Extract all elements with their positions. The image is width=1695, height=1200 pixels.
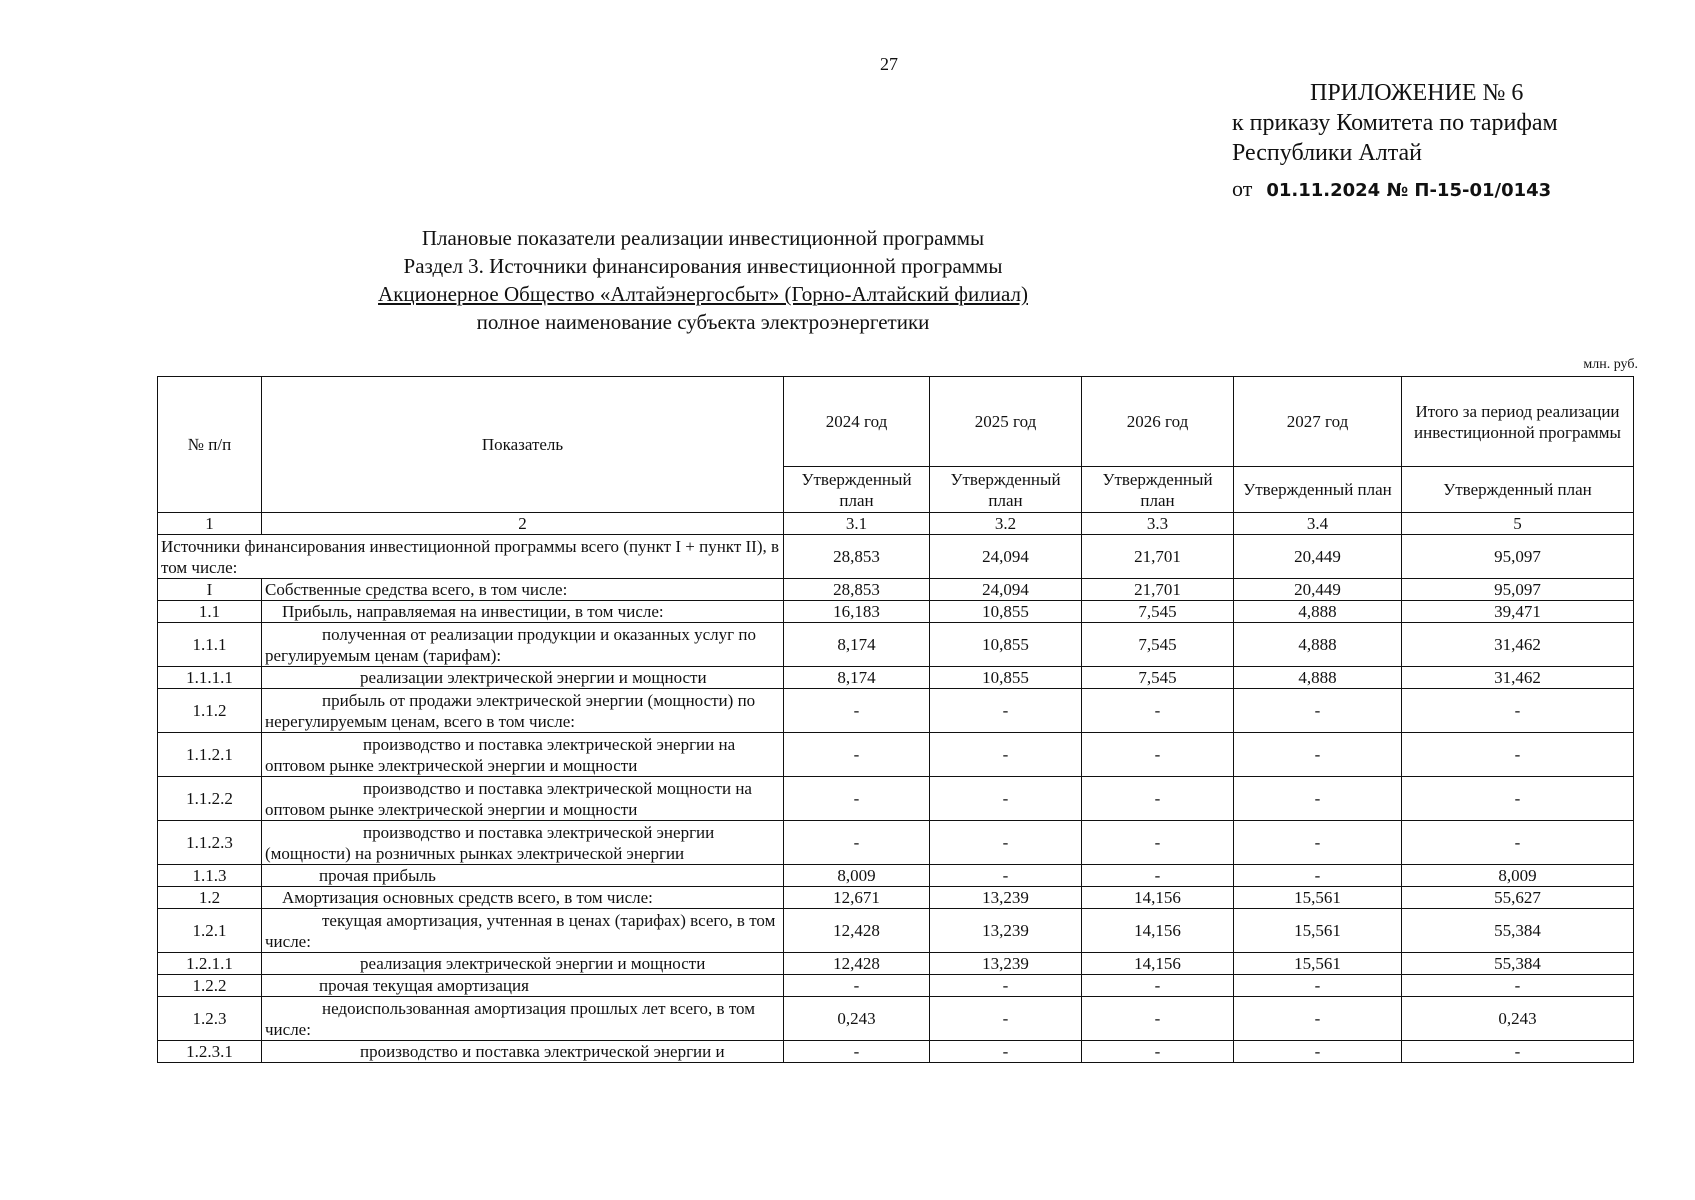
row-value: 4,888: [1234, 667, 1402, 689]
row-value: 10,855: [930, 601, 1082, 623]
row-value: -: [1402, 689, 1634, 733]
row-value: -: [784, 821, 930, 865]
header-approved-2026: Утвержденный план: [1082, 467, 1234, 513]
row-value: 7,545: [1082, 623, 1234, 667]
row-num: 1.2: [158, 887, 262, 909]
table-row: [158, 623, 1634, 667]
row-value: -: [784, 733, 930, 777]
row-value: -: [1234, 777, 1402, 821]
heading-line-2: Раздел 3. Источники финансирования инвестиционной программы: [403, 254, 1003, 278]
table-row: [158, 667, 1634, 689]
row-label: Собственные средства всего, в том числе:: [262, 579, 784, 601]
row-label: реализация электрической энергии и мощности: [262, 953, 784, 975]
table-row: [158, 733, 1634, 777]
row-num: 1.1.1: [158, 623, 262, 667]
row-value: -: [1234, 865, 1402, 887]
header-approved-2027: Утвержденный план: [1234, 467, 1402, 513]
row-label: производство и поставка электрической энергии (мощности) на розничных рынках электрической энергии: [262, 821, 784, 865]
row-label: полученная от реализации продукции и оказанных услуг по регулируемым ценам (тарифам):: [262, 623, 784, 667]
row-num: 1.1.3: [158, 865, 262, 887]
table-row: [158, 1041, 1634, 1063]
row-value: -: [784, 777, 930, 821]
row-value: -: [1234, 997, 1402, 1041]
row-value: 55,384: [1402, 909, 1634, 953]
row-value: -: [1402, 975, 1634, 997]
row-value: 21,701: [1082, 535, 1234, 579]
row-value: -: [1402, 733, 1634, 777]
header-total: Итого за период реализации инвестиционной программы: [1402, 377, 1634, 467]
row-value: 13,239: [930, 887, 1082, 909]
header-year-2027: 2027 год: [1234, 377, 1402, 467]
col-number: 3.3: [1082, 513, 1234, 535]
row-value: 24,094: [930, 535, 1082, 579]
row-value: -: [1402, 1041, 1634, 1063]
row-value: 13,239: [930, 909, 1082, 953]
header-year-2024: 2024 год: [784, 377, 930, 467]
row-value: 95,097: [1402, 579, 1634, 601]
table-row: [158, 777, 1634, 821]
appendix-date-row: [1232, 174, 1558, 206]
row-value: 31,462: [1402, 667, 1634, 689]
row-value: -: [930, 777, 1082, 821]
row-value: -: [930, 975, 1082, 997]
row-value: -: [1082, 777, 1234, 821]
row-value: 14,156: [1082, 909, 1234, 953]
row-value: 0,243: [784, 997, 930, 1041]
row-value: 15,561: [1234, 909, 1402, 953]
row-value: -: [930, 865, 1082, 887]
row-label: Источники финансирования инвестиционной программы всего (пункт I + пункт II), в том числе:: [158, 535, 784, 579]
row-value: 20,449: [1234, 535, 1402, 579]
row-value: 10,855: [930, 667, 1082, 689]
row-label: производство и поставка электрической энергии на оптовом рынке электрической энергии и мощности: [262, 733, 784, 777]
row-value: -: [930, 733, 1082, 777]
row-value: 15,561: [1234, 887, 1402, 909]
row-num: 1.1.2: [158, 689, 262, 733]
col-number: 3.4: [1234, 513, 1402, 535]
appendix-block: [1232, 78, 1558, 206]
table-row: [158, 689, 1634, 733]
row-value: 55,627: [1402, 887, 1634, 909]
header-approved-2024: Утвержденный план: [784, 467, 930, 513]
row-value: -: [1082, 1041, 1234, 1063]
row-num: 1.2.2: [158, 975, 262, 997]
table-row: [158, 821, 1634, 865]
table-row: [158, 535, 1634, 579]
header-indicator: Показатель: [262, 377, 784, 513]
row-num: 1.1.1.1: [158, 667, 262, 689]
table-row: [158, 865, 1634, 887]
row-label: производство и поставка электрической энергии и: [262, 1041, 784, 1063]
row-value: -: [930, 821, 1082, 865]
row-value: 8,174: [784, 667, 930, 689]
table-row: [158, 909, 1634, 953]
row-value: 13,239: [930, 953, 1082, 975]
row-value: -: [1082, 975, 1234, 997]
heading-line-1: Плановые показатели реализации инвестиционной программы: [421, 226, 985, 250]
appendix-line-2: Республики Алтай: [1232, 140, 1422, 166]
heading-line-3: Акционерное Общество «Алтайэнергосбыт» (Горно-Алтайский филиал): [378, 282, 1028, 306]
row-value: 16,183: [784, 601, 930, 623]
row-label: прочая текущая амортизация: [262, 975, 784, 997]
table-row: [158, 975, 1634, 997]
row-value: 7,545: [1082, 601, 1234, 623]
row-value: 4,888: [1234, 601, 1402, 623]
row-value: -: [1082, 821, 1234, 865]
table-row: [158, 953, 1634, 975]
row-num: 1.1.2.3: [158, 821, 262, 865]
row-value: 14,156: [1082, 953, 1234, 975]
column-number-row: [158, 513, 1634, 535]
appendix-title: ПРИЛОЖЕНИЕ № 6: [1310, 80, 1524, 106]
table-row: [158, 579, 1634, 601]
row-num: 1.1: [158, 601, 262, 623]
row-value: -: [1082, 689, 1234, 733]
col-number: 1: [158, 513, 262, 535]
row-label: текущая амортизация, учтенная в ценах (тарифах) всего, в том числе:: [262, 909, 784, 953]
table-row: [158, 601, 1634, 623]
row-label: прибыль от продажи электрической энергии (мощности) по нерегулируемым ценам, всего в том числе:: [262, 689, 784, 733]
row-value: -: [784, 689, 930, 733]
row-value: 8,009: [784, 865, 930, 887]
row-value: -: [1234, 689, 1402, 733]
row-label: Амортизация основных средств всего, в том числе:: [262, 887, 784, 909]
row-value: -: [930, 689, 1082, 733]
appendix-date: 01.11.2024 № П-15-01/0143: [1266, 180, 1552, 201]
col-number: 5: [1402, 513, 1634, 535]
appendix-date-prefix: от: [1232, 176, 1253, 201]
row-value: 10,855: [930, 623, 1082, 667]
header-approved-total: Утвержденный план: [1402, 467, 1634, 513]
row-value: 12,428: [784, 953, 930, 975]
row-value: -: [1402, 777, 1634, 821]
row-value: -: [1082, 865, 1234, 887]
row-num: 1.2.3.1: [158, 1041, 262, 1063]
header-year-2025: 2025 год: [930, 377, 1082, 467]
row-value: 39,471: [1402, 601, 1634, 623]
row-value: 24,094: [930, 579, 1082, 601]
row-value: 21,701: [1082, 579, 1234, 601]
row-num: I: [158, 579, 262, 601]
row-value: 8,174: [784, 623, 930, 667]
row-label: Прибыль, направляемая на инвестиции, в том числе:: [262, 601, 784, 623]
row-value: 14,156: [1082, 887, 1234, 909]
table-row: [158, 997, 1634, 1041]
row-label: реализации электрической энергии и мощности: [262, 667, 784, 689]
row-value: -: [1082, 733, 1234, 777]
row-value: 20,449: [1234, 579, 1402, 601]
row-value: 28,853: [784, 535, 930, 579]
row-value: -: [784, 975, 930, 997]
row-value: 8,009: [1402, 865, 1634, 887]
col-number: 2: [262, 513, 784, 535]
heading-line-4: полное наименование субъекта электроэнергетики: [476, 310, 930, 334]
appendix-line-1: к приказу Комитета по тарифам: [1232, 110, 1558, 136]
document-heading: [0, 224, 1398, 336]
row-value: 95,097: [1402, 535, 1634, 579]
row-num: 1.2.1: [158, 909, 262, 953]
header-year-2026: 2026 год: [1082, 377, 1234, 467]
row-value: 31,462: [1402, 623, 1634, 667]
row-num: 1.2.3: [158, 997, 262, 1041]
financing-table: [157, 376, 1634, 1063]
row-label: прочая прибыль: [262, 865, 784, 887]
row-value: -: [1234, 733, 1402, 777]
row-value: -: [784, 1041, 930, 1063]
row-value: 0,243: [1402, 997, 1634, 1041]
header-approved-2025: Утвержденный план: [930, 467, 1082, 513]
row-value: 4,888: [1234, 623, 1402, 667]
row-label: производство и поставка электрической мощности на оптовом рынке электрической энергии и мощности: [262, 777, 784, 821]
row-value: 7,545: [1082, 667, 1234, 689]
row-value: 15,561: [1234, 953, 1402, 975]
row-label: недоиспользованная амортизация прошлых лет всего, в том числе:: [262, 997, 784, 1041]
row-value: -: [1234, 821, 1402, 865]
row-num: 1.2.1.1: [158, 953, 262, 975]
units-label: млн. руб.: [1583, 357, 1638, 372]
table-row: [158, 887, 1634, 909]
row-value: 28,853: [784, 579, 930, 601]
row-value: -: [1234, 1041, 1402, 1063]
row-value: -: [1234, 975, 1402, 997]
row-value: -: [1402, 821, 1634, 865]
row-value: 12,428: [784, 909, 930, 953]
row-num: 1.1.2.2: [158, 777, 262, 821]
header-num: № п/п: [158, 377, 262, 513]
col-number: 3.2: [930, 513, 1082, 535]
col-number: 3.1: [784, 513, 930, 535]
row-value: -: [930, 997, 1082, 1041]
row-value: 12,671: [784, 887, 930, 909]
row-value: -: [1082, 997, 1234, 1041]
page-number: 27: [880, 54, 898, 74]
row-value: 55,384: [1402, 953, 1634, 975]
row-value: -: [930, 1041, 1082, 1063]
row-num: 1.1.2.1: [158, 733, 262, 777]
